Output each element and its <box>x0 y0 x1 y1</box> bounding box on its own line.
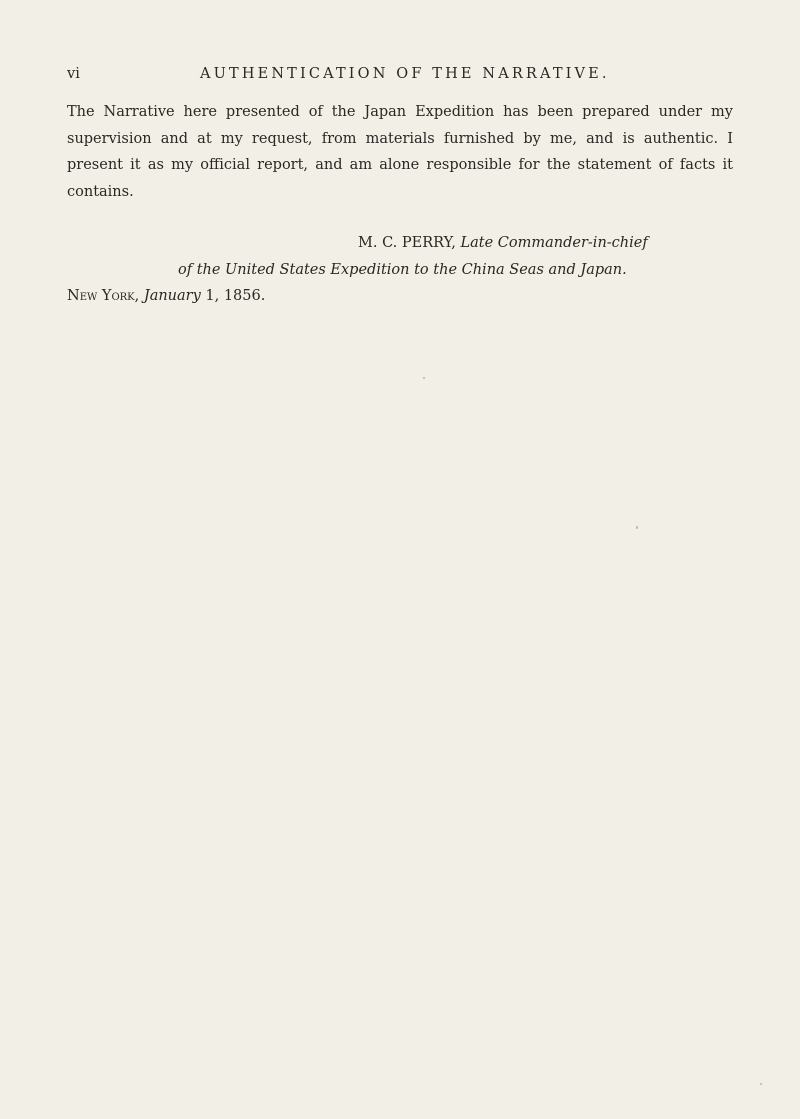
paper-speck <box>760 1083 762 1085</box>
page-header <box>67 62 733 86</box>
signatory-title-continued: of the United States Expedition to the China Seas and Japan. <box>178 262 627 278</box>
running-title: AUTHENTICATION OF THE NARRATIVE. <box>200 66 610 82</box>
place: New York, <box>67 288 140 304</box>
place-and-date <box>67 285 265 307</box>
date-rest: 1, 1856. <box>200 288 266 304</box>
paper-speck <box>423 377 425 379</box>
signature-line <box>358 232 648 254</box>
date-month: January <box>143 288 201 304</box>
signatory-name: M. C. PERRY, <box>358 235 456 251</box>
page-number: vi <box>67 66 80 82</box>
authentication-paragraph: The Narrative here presented of the Japan Expedition has been prepared under my supervision and at my request, from materials furnished by me, and is authentic. I present it as my official report, and am alone responsible for the statement of facts it contains. <box>67 104 733 200</box>
paper-speck <box>636 526 638 529</box>
signatory-title: Late Commander-in-chief <box>460 235 648 251</box>
